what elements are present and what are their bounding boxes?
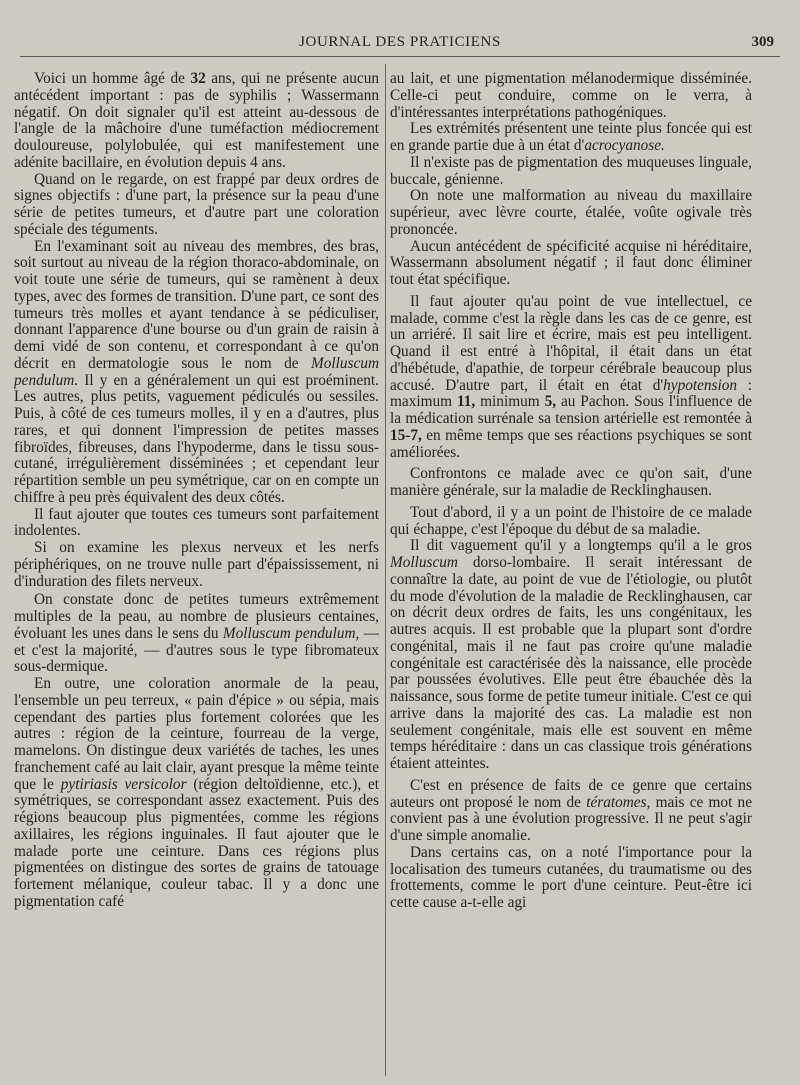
page-header <box>20 30 780 57</box>
paragraph <box>390 538 752 773</box>
text-run: Il faut ajouter que toutes ces tumeurs sont parfaitement indolentes. <box>14 505 379 540</box>
text-run: On constate donc de petites tumeurs extrêmement multiples de la peau, au nombre de plusieurs centaines, évoluant les unes dans le sens du <box>14 591 379 642</box>
text-run: Aucun antécédent de spécificité acquise ni héréditaire, Wassermann absolument négatif ; il faut donc éliminer tout état spécifique. <box>390 237 752 288</box>
paragraph <box>390 71 752 121</box>
paragraph <box>390 845 752 912</box>
paragraph <box>390 778 752 845</box>
text-run: Il y en a généralement un qui est proéminent. Les autres, plus petits, vaguement pédiculés ou sessiles. Puis, à côté de ces tumeurs molles, il y en a d'autres, plus rares, et qui donnent l'impression de petites masses fibroïdes, fibreuses, dans l'hypoderme, dans le tissu sous-cutané, irrégulièrement disséminées ; et cependant leur répartition semble un peu symétrique, car on en compte un chiffre à peu près équivalent des deux côtés. <box>14 371 379 506</box>
text-run: au lait, et une pigmentation mélanodermique disséminée. Celle-ci peut conduire, comme on le verra, à d'intéressantes interprétations pathogéniques. <box>390 71 752 121</box>
text-run: On note une malformation au niveau du maxillaire supérieur, avec lèvre courte, étalée, voûte ogivale très prononcée. <box>390 187 752 238</box>
text-run: Il dit vaguement qu'il y a longtemps qu'il a le gros <box>410 537 752 555</box>
text-run: Si on examine les plexus nerveux et les nerfs périphériques, on ne trouve nulle part d'épaississement, ni d'induration des filets nerveux. <box>14 539 379 590</box>
paragraph <box>390 294 752 462</box>
text-run: Voici un homme âgé de <box>34 71 191 87</box>
paragraph <box>390 239 752 289</box>
text-run: Tout d'abord, il y a un point de l'histoire de ce malade qui échappe, c'est l'époque du début de sa maladie. <box>390 503 752 538</box>
italic-run: pytiriasis versicolor <box>60 775 187 793</box>
text-run: — et c'est la majorité, — d'autres sous le type fibromateux sous-dermique. <box>14 624 379 676</box>
bold-run: 11, <box>456 393 476 411</box>
paragraph <box>390 466 752 500</box>
bold-run: 15-7, <box>390 426 422 444</box>
text-run: En outre, une coloration anormale de la peau, l'ensemble un peu terreux, « pain d'épice » ou sépia, mais cependant des parties plus fortement colorées que les autres : région de la ceinture, fourreau de la verge, mamelons. On distingue deux variétés de taches, les unes franchement café au lait clair, ayant presque la même teinte que le <box>14 675 379 793</box>
paragraph <box>14 239 379 507</box>
right-column <box>390 71 752 1071</box>
text-run: C'est en présence de faits de ce genre que certains auteurs ont proposé le nom de <box>390 776 752 811</box>
text-run: dorso-lombaire. Il serait intéressant de connaître la date, au point de vue de l'étiologie, ou plutôt du mode d'évolution de la maladie de Recklinghausen, car on décrit deux ordres de faits, les uns congénitaux, les autres acquis. Il est probable que la plupart sont d'ordre congénital, mais il ne faut pas croire qu'une maladie congénitale est caractérisée dès la naissance, elle procède par poussées évolutives. Elle peut être ébauchée dès la naissance, sous forme de petite tumeur initiale. C'est ce qui arrive dans la majorité des cas. La maladie est non seulement congénitale, mais elle est souvent en même temps héréditaire : dans un cas classique trois générations étaient atteintes. <box>390 554 752 772</box>
paragraph <box>390 121 752 155</box>
left-column <box>14 71 379 1071</box>
page-number: 309 <box>751 34 774 50</box>
paragraph <box>390 188 752 238</box>
italic-run: Molluscum <box>390 554 458 571</box>
running-title: JOURNAL DES PRATICIENS <box>299 34 501 50</box>
text-run: mais ce mot ne convient pas à une évolution progressive. Il ne peut s'agir d'une simple anomalie. <box>390 793 752 844</box>
text-run: au Pachon. Sous l'influence de la médication surrénale sa tension artérielle est remontée à <box>390 393 752 427</box>
italic-run: hypotension <box>663 376 738 394</box>
bold-run: 5, <box>544 393 557 411</box>
text-run: En l'examinant soit au niveau des membres, des bras, soit surtout au niveau de la région thoraco-abdominale, on voit toute une série de tumeurs, qui se ramènent à deux types, avec des formes de transition. D'une part, ce sont des tumeurs très molles et ayant tendance à se pédiculiser, donnant l'apparence d'une bourse ou d'un grain de raisin à demi vidé de son contenu, et correspondant à ce qu'on décrit en dermatologie sous le nom de <box>14 237 379 372</box>
paragraph <box>14 592 379 676</box>
text-run: ans, qui ne présente aucun antécédent important : pas de syphilis ; Wassermann négatif. On doit signaler qu'il est atteint au-dessous de l'angle de la mâchoire d'une tuméfaction médiocrement douloureuse, polylobulée, qui est manifestement une adénite bacillaire, en évolution depuis 4 ans. <box>14 71 379 171</box>
text-run: Confrontons ce malade avec ce qu'on sait, d'une manière générale, sur la maladie de Recklinghausen. <box>390 465 752 499</box>
text-run: (région deltoïdienne, etc.), et symétriques, se correspondant assez exactement. Puis des régions beaucoup plus pigmentées, comme les régions axillaires, les régions inguinales. Il faut ajouter que le malade porte une ceinture. Dans ces régions plus pigmentées on distingue des sortes de grains de tatouage fortement mélanique, couleur tabac. Il y a donc une pigmentation café <box>14 775 379 910</box>
paragraph <box>14 676 379 911</box>
italic-run: tératomes, <box>586 793 651 811</box>
paragraph <box>14 172 379 239</box>
text-run: Il n'existe pas de pigmentation des muqueuses linguale, buccale, génienne. <box>390 153 752 188</box>
paragraph <box>390 505 752 539</box>
text-run: Les extrémités présentent une teinte plus foncée qui est en grande partie due à un état d' <box>390 120 752 154</box>
paragraph <box>390 155 752 189</box>
text-run: Dans certains cas, on a noté l'importance pour la localisation des tumeurs cutanées, du traumatisme ou des frottements, comme le port d'une ceinture. Peut-être ici cette cause a-t-elle agi <box>390 843 752 911</box>
text-run: minimum <box>475 393 545 411</box>
italic-run: Molluscum pendulum, <box>222 624 360 642</box>
text-run: : maximum <box>390 376 752 411</box>
text-run: Il faut ajouter qu'au point de vue intellectuel, ce malade, comme c'est la règle dans les cas de ce genre, est un arriéré. Il sait lire et écrire, mais est peu intelligent. Quand il est entré à l'hôpital, il était dans un état d'hébétude, d'apathie, de torpeur cérébrale beaucoup plus accusé. D'autre part, il était en état d' <box>390 292 752 394</box>
italic-run: Molluscum pendulum. <box>14 354 379 389</box>
paragraph <box>14 507 379 541</box>
paragraph <box>14 71 379 172</box>
column-divider <box>385 64 386 1076</box>
bold-run: 32 <box>190 71 206 87</box>
text-run: Quand on le regarde, on est frappé par deux ordres de signes objectifs : d'une part, la présence sur la peau d'une série de petites tumeurs, et d'autre part une coloration spéciale des téguments. <box>14 170 379 238</box>
text-run: en même temps que ses réactions psychiques se sont améliorées. <box>390 426 752 461</box>
italic-run: acrocyanose. <box>584 137 665 154</box>
paragraph <box>14 540 379 590</box>
